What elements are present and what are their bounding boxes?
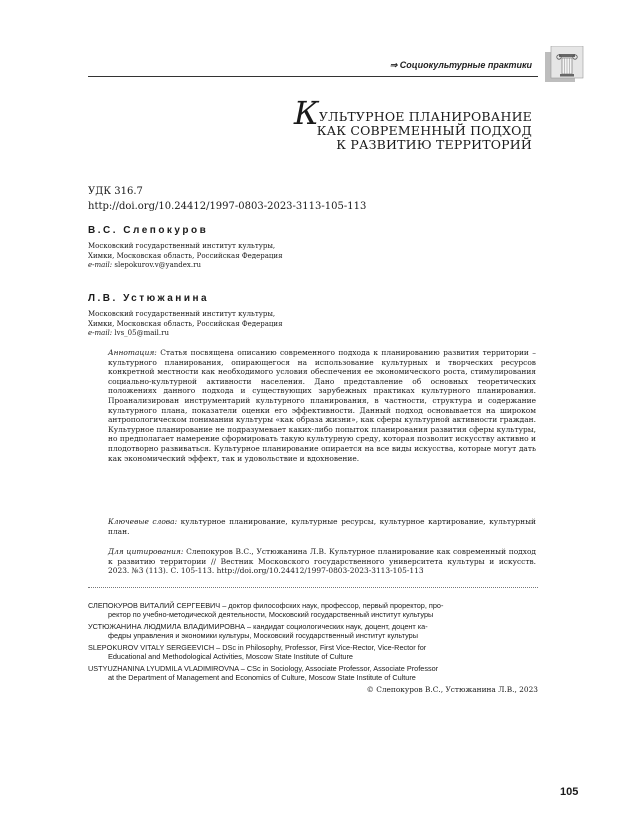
title-line-1-rest: УЛЬТУРНОЕ ПЛАНИРОВАНИЕ xyxy=(318,109,532,124)
header-rule xyxy=(88,76,538,77)
bio-line: USTYUZHANINA LYUDMILA VLADIMIROVNA – CSc in Sociology, Associate Professor, Associate Professor xyxy=(88,664,439,673)
bio-line: федры управления и экономики культуры, Московский государственный институт культуры xyxy=(108,631,418,641)
keywords-label: Ключевые слова: xyxy=(108,517,178,526)
author-name: Л.В. Устюжанина xyxy=(88,293,210,304)
divider xyxy=(88,587,538,588)
arrow-icon: ⇒ xyxy=(389,60,398,70)
doi-link[interactable]: http://doi.org/10.24412/1997-0803-2023-3113-105-113 xyxy=(88,201,367,212)
affiliation-line: Химки, Московская область, Российская Федерация xyxy=(88,319,283,328)
citation-label: Для цитирования: xyxy=(108,547,184,556)
copyright: © Слепокуров В.С., Устюжанина Л.В., 2023 xyxy=(366,685,538,694)
bio-line: SLEPOKUROV VITALY SERGEEVICH – DSc in Philosophy, Professor, First Vice-Rector, Vice-Rector for xyxy=(88,643,427,652)
classical-column-icon xyxy=(545,46,585,86)
section-label xyxy=(300,60,532,71)
email-label: e-mail: xyxy=(88,261,113,269)
bio-line: ректор по учебно-методической деятельности, Московский государственный институт культуры xyxy=(108,610,434,620)
abstract-label: Аннотация: xyxy=(108,348,157,357)
udc-code: УДК 316.7 xyxy=(88,186,143,197)
bio-line: at the Department of Management and Economics of Culture, Moscow State Institute of Culture xyxy=(108,673,416,683)
title-line-2: КАК СОВРЕМЕННЫЙ ПОДХОД xyxy=(316,123,532,138)
author-bio xyxy=(88,622,538,641)
author-email-row xyxy=(88,329,282,339)
affiliation-line: Московский государственный институт культуры, xyxy=(88,310,276,318)
author-affiliation xyxy=(88,310,282,339)
affiliation-line: Московский государственный институт культуры, xyxy=(88,242,276,250)
page-number: 105 xyxy=(560,786,579,798)
article-title xyxy=(276,94,532,152)
section-title: Социокультурные практики xyxy=(399,60,532,70)
bio-line: УСТЮЖАНИНА ЛЮДМИЛА ВЛАДИМИРОВНА – кандидат социологических наук, доцент, доцент ка- xyxy=(88,622,428,631)
abstract xyxy=(108,348,536,463)
author-name: В.С. Слепокуров xyxy=(88,225,209,236)
author-bio xyxy=(88,664,538,683)
title-line-3: К РАЗВИТИЮ ТЕРРИТОРИЙ xyxy=(336,137,532,152)
citation xyxy=(108,547,536,576)
keywords xyxy=(108,517,536,536)
citation-text: Слепокуров В.С., Устюжанина Л.В. Культурное планирование как современный подход к развитию территории // Вестник Московского государственного университета культуры и искусств. 2023. №3 (113). С. 105-113. http://doi.org/10.24412/1997-0803-2023-3113-105-113 xyxy=(108,547,537,576)
bio-line: СЛЕПОКУРОВ ВИТАЛИЙ СЕРГЕЕВИЧ – доктор философских наук, профессор, первый проректор, про- xyxy=(88,601,444,610)
author-email[interactable]: lvs_05@mail.ru xyxy=(114,329,169,337)
title-initial: К xyxy=(293,94,319,132)
author-email[interactable]: slepokurov.v@yandex.ru xyxy=(114,261,201,269)
abstract-text: Статья посвящена описанию современного подхода к планированию развития территории – культурного планирования, опирающегося на использование культурных и творческих ресурсов конкретной местности как необходимого условия обеспечения ее экономического роста, стимулирования социально-культурной активности населения. Дано представление об основных теоретических положениях данного подхода и существующих зарубежных практиках культурного планирования. Проанализирован инструментарий культурного планирования, в частности, структура и содержание культурного плана, показатели оценки его эффективности. Данный подход основывается на широком антропологическом понимании культуры «как образа жизни», как сферы культурной активности граждан. Культурное планирование не подразумевает каких-либо попыток планирования развития сферы культуры, но предполагает намерение сформировать такую культурную среду, которая позволит искусству активно и плодотворно развиваться. Культурное планирование опирается на все виды искусства, которые могут дать как экономический эффект, так и удовольствие и вдохновение. xyxy=(108,348,536,463)
author-email-row xyxy=(88,261,282,271)
keywords-text: культурное планирование, культурные ресурсы, культурное картирование, культурный план. xyxy=(108,517,536,536)
email-label: e-mail: xyxy=(88,329,113,337)
affiliation-line: Химки, Московская область, Российская Федерация xyxy=(88,251,283,260)
author-affiliation xyxy=(88,242,282,271)
author-bio xyxy=(88,643,538,662)
author-bio xyxy=(88,601,538,620)
bio-line: Educational and Methodological Activities, Moscow State Institute of Culture xyxy=(108,652,353,662)
